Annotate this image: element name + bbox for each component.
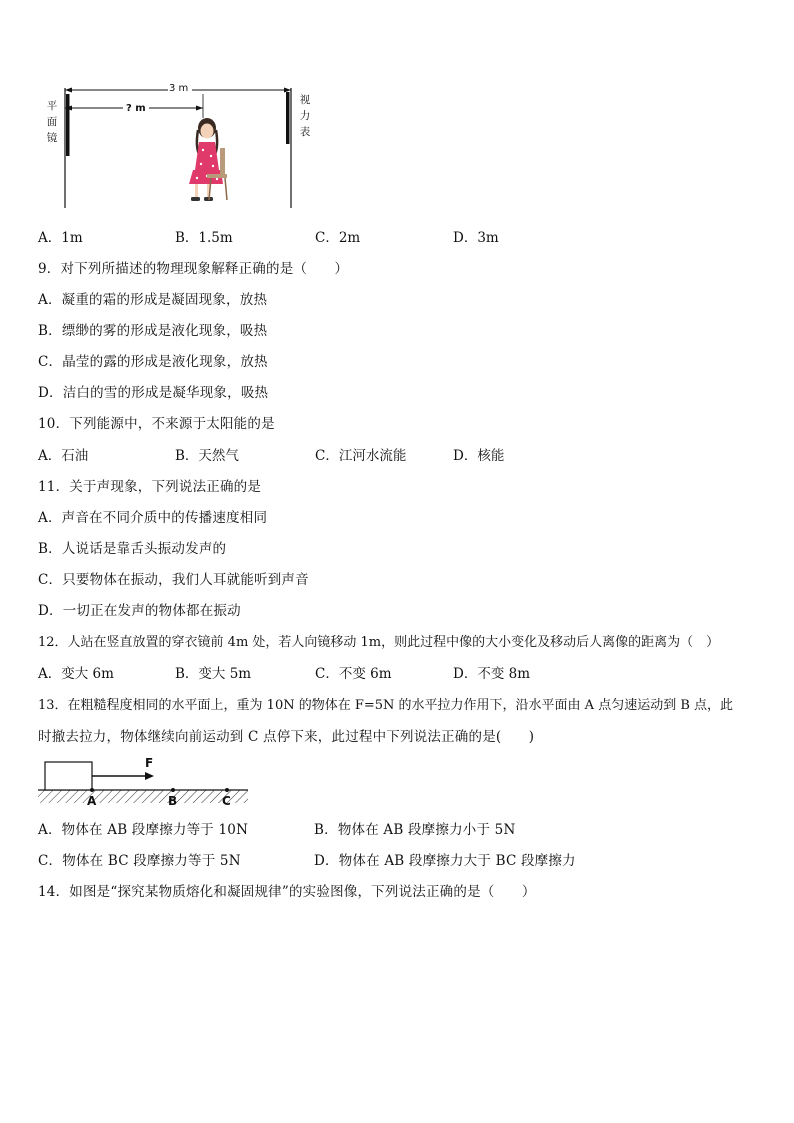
mirror-label-1: 平 <box>46 100 58 112</box>
chart-label-2: 力 <box>299 110 311 122</box>
q11-option-b: B．人说话是靠舌头振动发声的 <box>38 541 227 557</box>
dim-unknown-arrow-right <box>196 106 203 111</box>
dim-unknown-label: ? m <box>126 103 146 114</box>
q12-option-b: B．变大 5m <box>175 666 252 682</box>
q8-option-d: D．3m <box>453 230 499 246</box>
point-a-label: A <box>87 794 97 808</box>
q10-option-d: D．核能 <box>453 448 505 464</box>
q11-option-a: A．声音在不同介质中的传播速度相同 <box>38 510 268 526</box>
point-b-dot <box>171 788 175 792</box>
q8-option-a: A．1m <box>38 230 83 246</box>
q13-option-c: C．物体在 BC 段摩擦力等于 5N <box>38 853 241 869</box>
q10-option-a: A．石油 <box>38 448 89 464</box>
chart-label-3: 表 <box>299 126 311 138</box>
q12-option-c: C．不变 6m <box>315 666 392 682</box>
mirror-bar <box>66 94 70 156</box>
q9-option-b: B．缥缈的雾的形成是液化现象，吸热 <box>38 323 268 339</box>
dim-3m-arrow-right <box>284 88 291 93</box>
q13-option-a: A．物体在 AB 段摩擦力等于 10N <box>38 822 249 838</box>
q12-option-d: D．不变 8m <box>453 666 531 682</box>
q11-option-d: D．一切正在发声的物体都在振动 <box>38 603 241 619</box>
mirror-label-3: 镜 <box>46 132 58 144</box>
point-c-label: C <box>222 794 231 808</box>
q12-option-a: A．变大 6m <box>38 666 114 682</box>
force-arrow-head <box>145 772 154 780</box>
chart-label-1: 视 <box>299 94 311 106</box>
q11-option-c: C．只要物体在振动，我们人耳就能听到声音 <box>38 572 309 588</box>
q9-option-d: D．洁白的雪的形成是凝华现象，吸热 <box>38 385 269 401</box>
q9-stem: 9．对下列所描述的物理现象解释正确的是（ ） <box>38 261 349 277</box>
point-a-dot <box>90 788 94 792</box>
block <box>45 762 92 790</box>
dim-3m-arrow-left <box>65 88 72 93</box>
q14-stem: 14．如图是“探究某物质熔化和凝固规律”的实验图像，下列说法正确的是（ ） <box>38 884 536 900</box>
mirror-distance-diagram <box>55 78 305 210</box>
q10-option-c: C．江河水流能 <box>315 448 407 464</box>
q12-stem: 12．人站在竖直放置的穿衣镜前 4m 处，若人向镜移动 1m，则此过程中像的大小变化及移动后人离像的距离为（ ） <box>38 635 720 650</box>
q13-diagram-svg <box>36 756 252 808</box>
q11-stem: 11．关于声现象，下列说法正确的是 <box>38 479 262 495</box>
q10-option-b: B．天然气 <box>175 448 239 464</box>
point-c-dot <box>225 788 229 792</box>
q10-stem: 10．下列能源中，不来源于太阳能的是 <box>38 416 275 432</box>
dim-3m-label: 3 m <box>169 83 189 94</box>
mirror-label-2: 面 <box>46 116 58 128</box>
q13-option-b: B．物体在 AB 段摩擦力小于 5N <box>314 822 516 838</box>
q9-option-c: C．晶莹的露的形成是液化现象，放热 <box>38 354 268 370</box>
chart-bar <box>286 92 290 144</box>
q9-option-a: A．凝重的霜的形成是凝固现象，放热 <box>38 292 268 308</box>
point-b-label: B <box>168 794 178 808</box>
q13-stem-line2: 时撤去拉力，物体继续向前运动到 C 点停下来，此过程中下列说法正确的是( ) <box>38 729 535 745</box>
ground-hatch <box>38 790 248 803</box>
seated-girl-illustration <box>189 118 227 201</box>
q8-option-c: C．2m <box>315 230 361 246</box>
q13-option-d: D．物体在 AB 段摩擦力大于 BC 段摩擦力 <box>314 853 576 869</box>
q8-option-b: B．1.5m <box>175 230 233 246</box>
q13-stem-line1: 13．在粗糙程度相同的水平面上，重为 10N 的物体在 F=5N 的水平拉力作用下，沿水平面由 A 点匀速运动到 B 点，此 <box>38 698 734 713</box>
force-label: F <box>145 756 154 770</box>
